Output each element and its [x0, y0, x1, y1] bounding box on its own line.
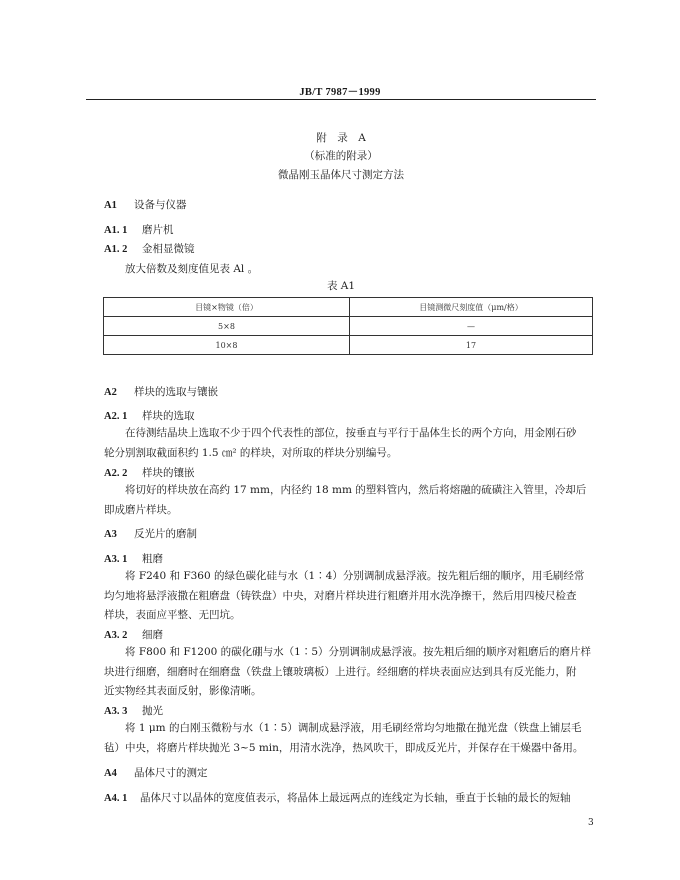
- appendix-subtitle: （标准的附录）: [304, 150, 378, 162]
- section-a3-1: [104, 551, 163, 566]
- section-title: 样块的选取: [142, 410, 195, 422]
- section-title: 抛光: [142, 705, 163, 717]
- section-number: A3. 3: [104, 706, 128, 717]
- paragraph-line: 晶体尺寸以晶体的宽度值表示，将晶体上最远两点的连线定为长轴，垂直于长轴的最长的短轴: [140, 792, 571, 804]
- appendix-title: 附 录 A: [316, 132, 366, 144]
- a3-2-paragraph: [104, 643, 596, 702]
- section-a2: [104, 384, 218, 399]
- section-title: 样块的镶嵌: [142, 467, 195, 479]
- section-a3-3: [104, 703, 163, 718]
- section-number: A1. 1: [104, 225, 128, 236]
- section-title: 细磨: [142, 629, 163, 641]
- section-a4-1: [104, 790, 596, 805]
- table-header-cell: 目镜×物镜（倍）: [104, 298, 350, 317]
- page-number: 3: [588, 818, 594, 828]
- section-title: 磨片机: [142, 224, 174, 236]
- section-number: A2: [104, 387, 117, 398]
- table-cell: 5×8: [104, 317, 350, 336]
- table-cell: —: [350, 317, 593, 336]
- a1-2-text: 放大倍数及刻度值见表 Al 。: [125, 263, 259, 275]
- section-a4: [104, 765, 208, 780]
- table-cell: 10×8: [104, 336, 350, 355]
- a2-2-paragraph: [104, 481, 596, 520]
- table-cell: 17: [350, 336, 593, 355]
- paragraph-line: 将 F800 和 F1200 的碳化硼与水（1∶5）分别调制成悬浮液。按先粗后细的顺序对粗磨后的磨片样: [104, 646, 592, 658]
- magnification-table: [103, 297, 593, 355]
- paragraph-line: 块进行细磨，细磨时在细磨盘（铁盘上镶玻璃板）上进行。经细磨的样块表面应达到具有反光能力，附: [104, 665, 577, 678]
- section-title: 样块的选取与镶嵌: [134, 386, 218, 398]
- appendix-heading: 微晶刚玉晶体尺寸测定方法: [278, 169, 404, 181]
- section-a2-2: [104, 465, 195, 480]
- section-number: A4: [104, 768, 117, 779]
- paragraph-line: 在待测结晶块上选取不少于四个代表性的部位，按垂直与平行于晶体生长的两个方向，用金刚石砂: [104, 427, 577, 439]
- table-row: [104, 317, 593, 336]
- section-number: A3. 2: [104, 630, 128, 641]
- paragraph-line: 毡）中央，将磨片样块抛光 3~5 min，用清水洗净，热风吹干，即成反光片，并保存在干燥器中备用。: [104, 741, 584, 754]
- paragraph-line: 轮分别割取截面积约 1.5 ㎝² 的样块，对所取的样块分别编号。: [104, 446, 398, 459]
- a2-1-paragraph: [104, 424, 596, 463]
- section-a3-2: [104, 627, 163, 642]
- section-number: A4. 1: [104, 793, 128, 804]
- header-rule: [86, 99, 596, 100]
- section-a1: [104, 197, 187, 212]
- paragraph-line: 即成磨片样块。: [104, 503, 178, 516]
- paragraph-line: 均匀地将悬浮液撒在粗磨盘（铸铁盘）中央，对磨片样块进行粗磨并用水洗净擦干，然后用四棱尺检查: [104, 589, 577, 602]
- page-header: JB/T 7987－1999: [299, 87, 381, 98]
- section-a2-1: [104, 408, 195, 423]
- paragraph-line: 将 F240 和 F360 的绿色碳化硅与水（1∶4）分别调制成悬浮液。按先粗后细的顺序，用毛刷经常: [104, 570, 585, 582]
- table-header-cell: 目镜测微尺刻度值（μm/格）: [350, 298, 593, 317]
- section-title: 设备与仪器: [134, 199, 187, 211]
- section-number: A2. 2: [104, 468, 128, 479]
- section-number: A3. 1: [104, 554, 128, 565]
- section-a1-1: [104, 222, 174, 237]
- section-a1-2: [104, 241, 195, 256]
- section-a3: [104, 526, 197, 541]
- section-number: A1. 2: [104, 244, 128, 255]
- section-number: A2. 1: [104, 411, 128, 422]
- section-title: 晶体尺寸的测定: [134, 767, 208, 779]
- a3-1-paragraph: [104, 567, 596, 626]
- section-title: 金相显微镜: [142, 243, 195, 255]
- section-number: A1: [104, 200, 117, 211]
- section-title: 粗磨: [142, 553, 163, 565]
- paragraph-line: 样块，表面应平整、无凹坑。: [104, 609, 241, 621]
- section-number: A3: [104, 529, 117, 540]
- table-header-row: [104, 298, 593, 317]
- table-caption: 表 A1: [326, 280, 356, 292]
- paragraph-line: 近实物经其表面反射，影像清晰。: [104, 685, 262, 697]
- paragraph-line: 将切好的样块放在高约 17 mm，内径约 18 mm 的塑料管内，然后将熔融的硫磺注入管里，冷却后: [104, 484, 587, 496]
- section-title: 反光片的磨制: [134, 528, 197, 540]
- table-row: [104, 336, 593, 355]
- paragraph-line: 将 1 μm 的白刚玉微粉与水（1∶5）调制成悬浮液，用毛刷经常均匀地撒在抛光盘（铁盘上铺层毛: [104, 722, 582, 734]
- a3-3-paragraph: [104, 719, 596, 758]
